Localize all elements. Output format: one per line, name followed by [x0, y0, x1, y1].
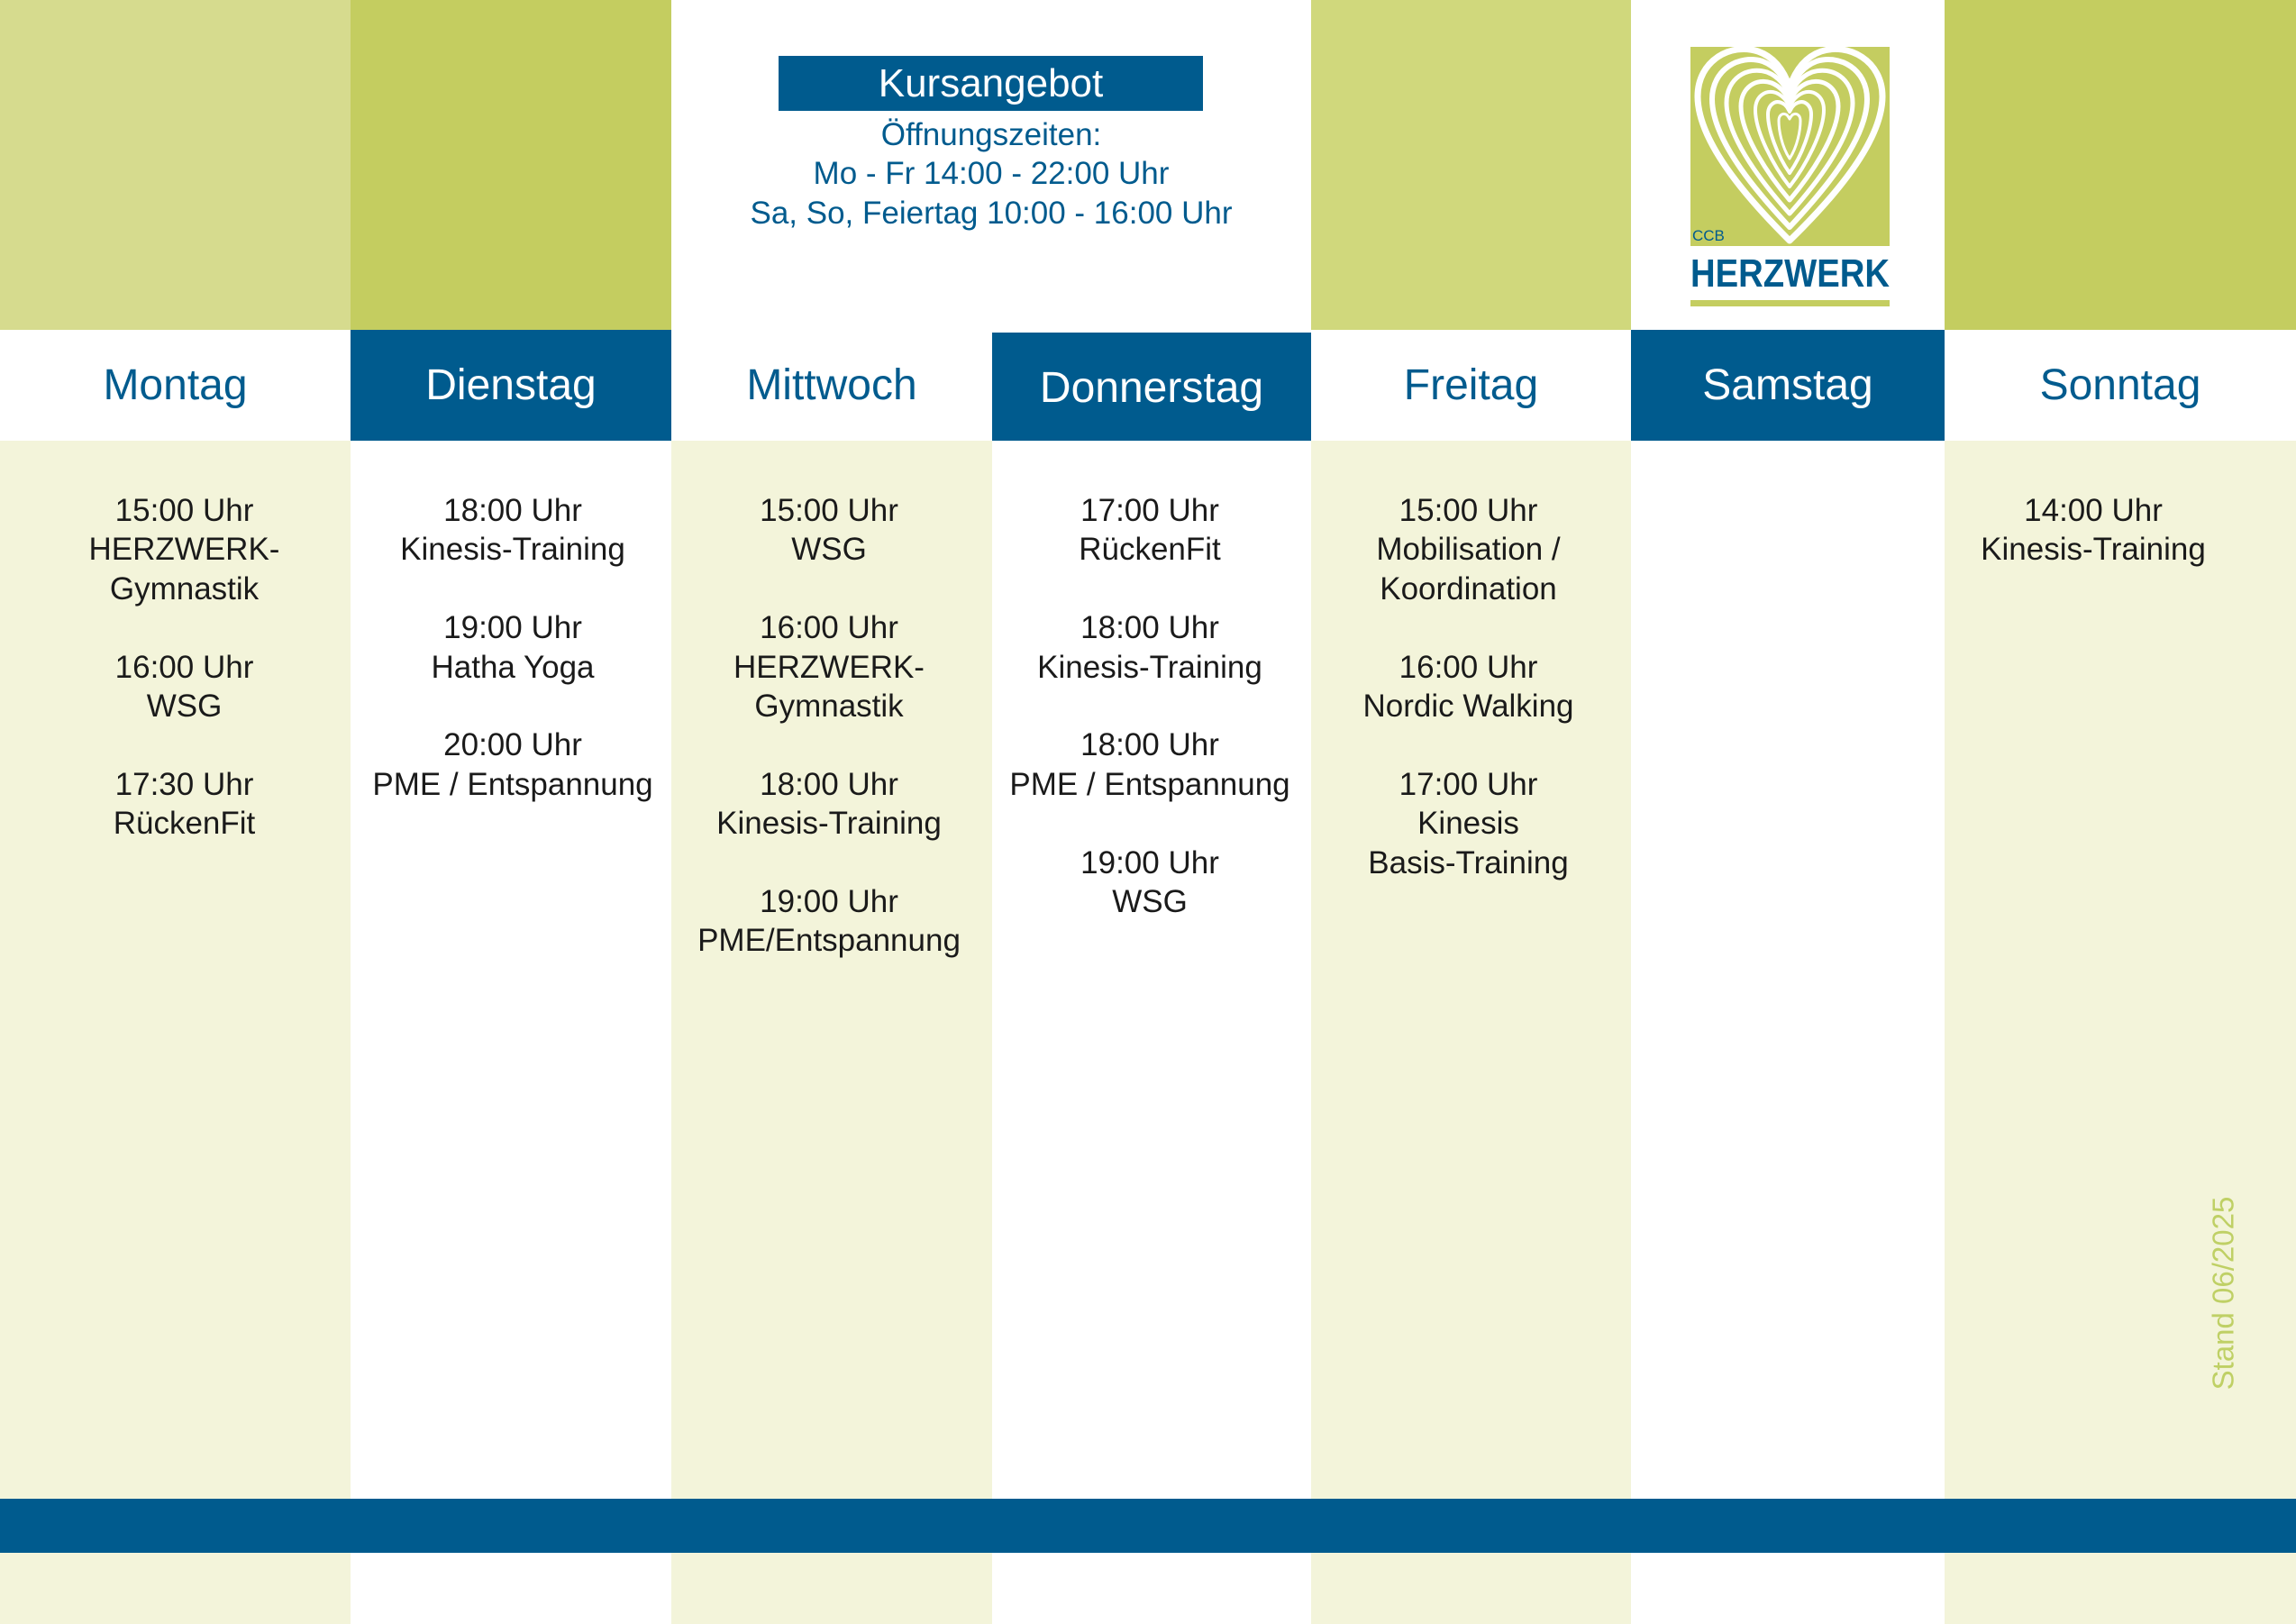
course-time: 20:00 Uhr	[443, 727, 582, 763]
course-name: Kinesis-Training	[716, 806, 942, 842]
course-time: 17:00 Uhr	[1399, 766, 1538, 802]
course-entry	[1308, 491, 1628, 608]
day-header: Dienstag	[351, 330, 671, 441]
course-name: PME / Entspannung	[372, 766, 653, 802]
day-column-sonntag	[1945, 0, 2296, 1624]
day-header: Mittwoch	[671, 330, 992, 441]
course-time: 16:00 Uhr	[1399, 649, 1538, 685]
course-time: 18:00 Uhr	[760, 766, 898, 802]
opening-hours-weekdays: Mo - Fr 14:00 - 22:00 Uhr	[813, 156, 1170, 192]
day-column-freitag	[1311, 0, 1631, 1624]
course-entry	[352, 491, 673, 570]
course-name: Basis-Training	[1368, 844, 1569, 880]
day-header: Freitag	[1311, 330, 1631, 441]
course-entry	[9, 765, 360, 844]
course-time: 17:00 Uhr	[1080, 493, 1219, 528]
course-entry	[352, 725, 673, 804]
course-list	[1918, 491, 2269, 608]
course-list	[352, 491, 673, 844]
stand-date	[2206, 1188, 2240, 1399]
course-time: 16:00 Uhr	[114, 649, 254, 685]
course-entry	[352, 608, 673, 687]
day-column-mittwoch	[671, 0, 992, 1624]
course-entry	[669, 765, 989, 844]
opening-hours	[703, 115, 1280, 233]
course-time: 16:00 Uhr	[760, 610, 898, 646]
course-list	[9, 491, 360, 882]
course-entry	[990, 608, 1309, 687]
course-name: Kinesis	[1417, 806, 1519, 842]
page-title: Kursangebot	[779, 56, 1203, 111]
course-name: Kinesis-Training	[1037, 649, 1262, 685]
course-entry	[990, 491, 1309, 570]
course-name: RückenFit	[1079, 532, 1221, 568]
course-time: 14:00 Uhr	[2024, 493, 2163, 528]
course-name: PME/Entspannung	[697, 923, 961, 959]
course-time: 17:30 Uhr	[114, 766, 254, 802]
decor-block	[351, 0, 671, 330]
course-name: Hatha Yoga	[431, 649, 595, 685]
course-time: 15:00 Uhr	[114, 493, 254, 528]
course-time: 19:00 Uhr	[760, 884, 898, 920]
course-entry	[1308, 765, 1628, 882]
day-header: Montag	[0, 330, 351, 441]
decor-block	[1945, 0, 2296, 330]
day-header: Donnerstag	[992, 333, 1311, 443]
course-name: HERZWERK-	[88, 532, 280, 568]
course-entry	[9, 648, 360, 726]
course-name: Gymnastik	[109, 570, 260, 607]
opening-hours-weekend: Sa, So, Feiertag 10:00 - 16:00 Uhr	[750, 195, 1233, 231]
course-time: 15:00 Uhr	[760, 493, 898, 528]
course-name: Kinesis-Training	[400, 532, 625, 568]
course-time: 18:00 Uhr	[443, 493, 582, 528]
logo-brand-text: HERZWERK	[1690, 251, 1891, 296]
course-name: WSG	[1112, 884, 1188, 920]
footer-bar	[0, 1499, 2296, 1553]
course-name: RückenFit	[113, 806, 256, 842]
course-name: HERZWERK-	[733, 649, 925, 685]
course-entry	[1918, 491, 2269, 570]
concentric-heart-icon	[1690, 47, 1890, 308]
day-body	[1631, 441, 1945, 1624]
course-time: 18:00 Uhr	[1080, 727, 1219, 763]
course-name: Kinesis-Training	[1981, 532, 2206, 568]
course-time: 18:00 Uhr	[1080, 610, 1219, 646]
course-entry	[669, 491, 989, 570]
opening-hours-heading: Öffnungszeiten:	[880, 117, 1102, 152]
course-time: 19:00 Uhr	[1080, 844, 1219, 880]
stand-date-text: Stand 06/2025	[2206, 1196, 2240, 1391]
course-entry	[669, 882, 989, 961]
course-list	[990, 491, 1309, 961]
course-list	[669, 491, 989, 999]
course-name: PME / Entspannung	[1009, 766, 1290, 802]
course-entry	[9, 491, 360, 608]
course-name: Koordination	[1380, 570, 1557, 607]
day-header: Samstag	[1631, 330, 1945, 441]
course-entry	[669, 608, 989, 725]
decor-block	[0, 0, 351, 330]
course-entry	[990, 844, 1309, 922]
course-time: 15:00 Uhr	[1399, 493, 1538, 528]
herzwerk-logo	[1690, 47, 1890, 308]
course-name: WSG	[146, 689, 223, 725]
course-name: WSG	[791, 532, 867, 568]
course-list	[1308, 491, 1628, 921]
course-time: 19:00 Uhr	[443, 610, 582, 646]
decor-block	[1311, 0, 1631, 330]
day-column-dienstag	[351, 0, 671, 1624]
course-name: Mobilisation /	[1376, 532, 1561, 568]
day-header: Sonntag	[1945, 330, 2296, 441]
course-entry	[1308, 648, 1628, 726]
day-column-montag	[0, 0, 351, 1624]
logo-small-text: CCB	[1692, 227, 1725, 244]
day-body	[1945, 441, 2296, 1624]
course-entry	[990, 725, 1309, 804]
course-name: Gymnastik	[754, 689, 904, 725]
day-column-donnerstag	[992, 0, 1311, 1624]
course-name: Nordic Walking	[1362, 689, 1574, 725]
